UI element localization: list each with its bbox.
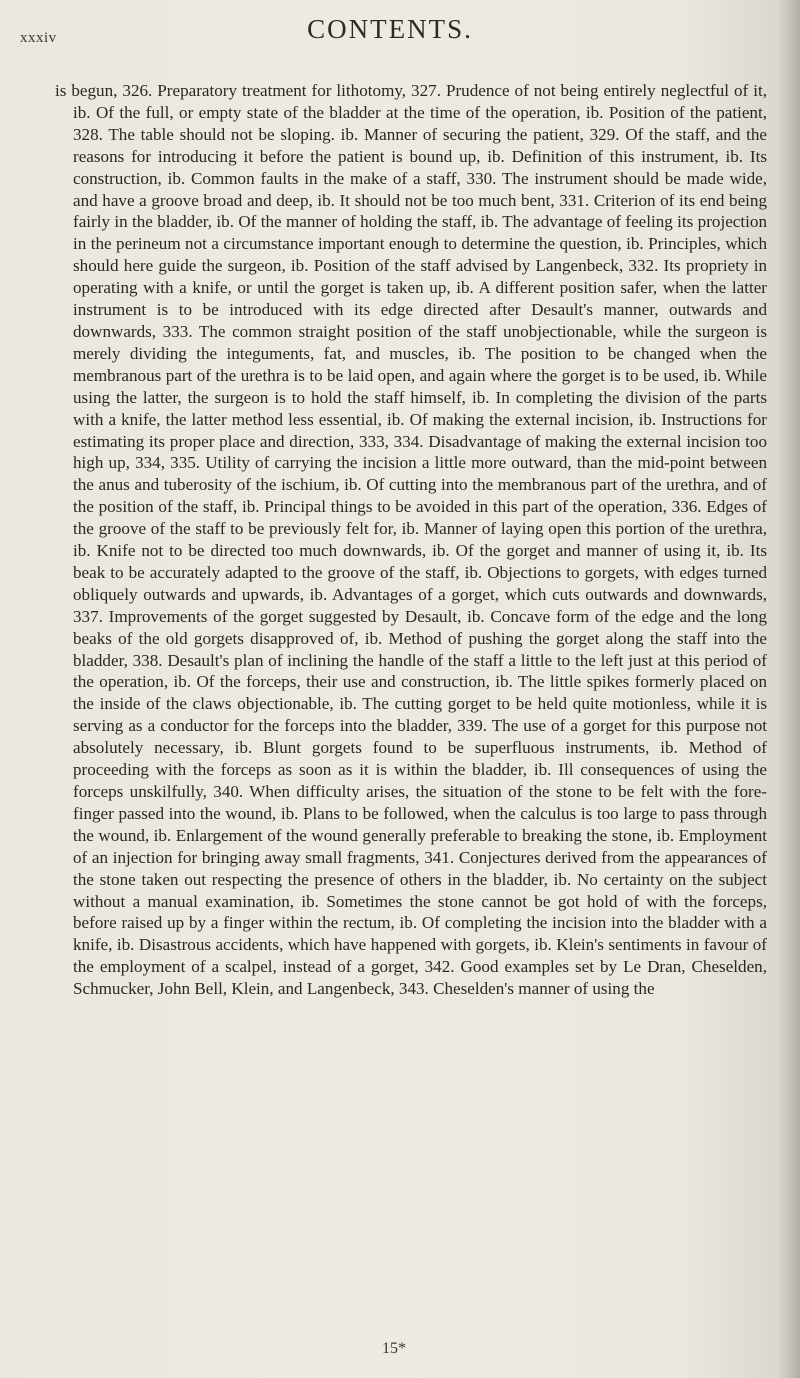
page-number: xxxiv: [20, 30, 57, 46]
contents-paragraph: is begun, 326. Preparatory treatment for lithotomy, 327. Prudence of not being entirely neglectful of it, ib. Of the full, or empty state of the bladder at the time of the operation, ib. Position of the patient, 328. The table should not be sloping. ib. Manner of securing the patient, 329. Of the staff, and the reasons for introducing it before the patient is bound up, ib. Definition of this instrument, ib. Its construction, ib. Common faults in the make of a staff, 330. The instrument should be made wide, and have a groove broad and deep, ib. It should not be too much bent, 331. Criterion of its end being fairly in the bladder, ib. Of the manner of holding the staff, ib. The advantage of feeling its projection in the perineum not a circumstance important enough to determine the question, ib. Principles, which should here guide the surgeon, ib. Position of the staff advised by Langenbeck, 332. Its propriety in operating with a knife, or until the gorget is taken up, ib. A different position safer, when the latter instrument is to be introduced with its edge directed after Desault's manner, outwards and downwards, 333. The common straight position of the staff unobjectionable, while the surgeon is merely dividing the integuments, fat, and muscles, ib. The position to be changed when the membranous part of the urethra is to be laid open, and again where the gorget is to be used, ib. While using the latter, the surgeon is to hold the staff himself, ib. In completing the division of the parts with a knife, the latter method less essential, ib. Of making the external incision, ib. Instructions for estimating its proper place and direction, 333, 334. Disadvantage of making the external incision too high up, 334, 335. Utility of carrying the incision a little more outward, than the mid-point between the anus and tuberosity of the ischium, ib. Of cutting into the membranous part of the urethra, and of the position of the staff, ib. Principal things to be avoided in this part of the operation, 336. Edges of the groove of the staff to be previously felt for, ib. Manner of laying open this portion of the urethra, ib. Knife not to be directed too much downwards, ib. Of the gorget and manner of using it, ib. Its beak to be accurately adapted to the groove of the staff, ib. Objections to gorgets, with edges turned obliquely outwards and upwards, ib. Advantages of a gorget, which cuts outwards and downwards, 337. Improvements of the gorget suggested by Desault, ib. Concave form of the edge and the long beaks of the old gorgets disapproved of, ib. Method of pushing the gorget along the staff into the bladder, 338. Desault's plan of inclining the handle of the staff a little to the left just at this period of the operation, ib. Of the forceps, their use and construction, ib. The little spikes formerly placed on the inside of the claws objectionable, ib. The cutting gorget to be held quite motionless, while it is serving as a conductor for the forceps into the bladder, 339. The use of a gorget for this purpose not absolutely necessary, ib. Blunt gorgets found to be superfluous instruments, ib. Method of proceeding with the forceps as soon as it is within the bladder, ib. Ill consequences of using the forceps unskilfully, 340. When difficulty arises, the situation of the stone to be felt with the fore-finger passed into the wound, ib. Plans to be followed, when the calculus is too large to pass through the wound, ib. Enlargement of the wound generally preferable to breaking the stone, ib. Employment of an injection for bringing away small fragments, 341. Conjectures derived from the appearances of the stone taken out respecting the presence of others in the bladder, ib. No certainty on the subject without a manual examination, ib. Sometimes the stone cannot be got hold of with the forceps, before raised up by a finger within the rectum, ib. Of completing the incision into the bladder with a knife, ib. Disastrous accidents, which have happened with gorgets, ib. Klein's sentiments in favour of the employment of a scalpel, instead of a gorget, 342. Good examples set by Le Dran, Cheselden, Schmucker, John Bell, Klein, and Langenbeck, 343. Cheselden's manner of using the: [55, 81, 767, 999]
page-edge-shadow: [778, 0, 800, 1378]
signature-mark: 15*: [382, 1340, 406, 1357]
page-header: [20, 14, 760, 54]
running-title: CONTENTS.: [307, 14, 473, 44]
